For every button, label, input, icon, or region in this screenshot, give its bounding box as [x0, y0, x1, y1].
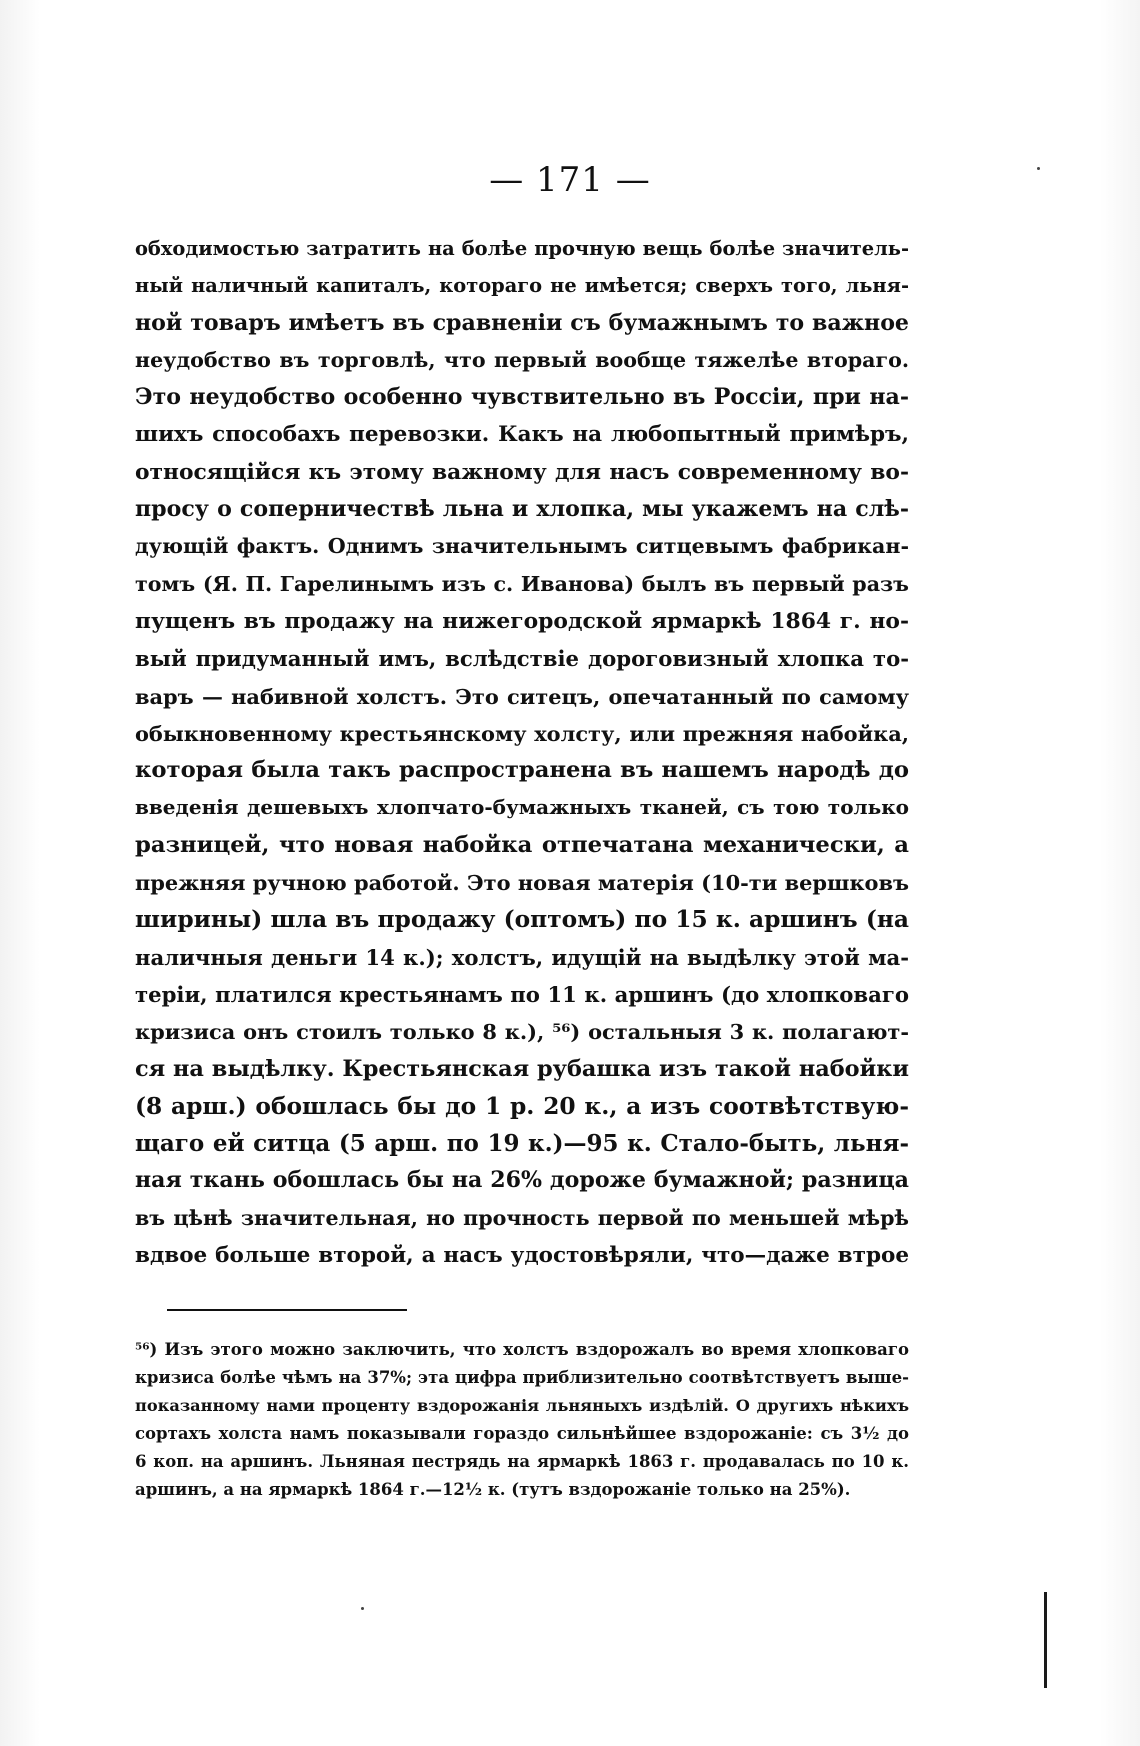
- text-line: неудобство въ торговлѣ, что первый вообще тяжелѣе втораго.: [135, 347, 909, 372]
- text-line: ширины) шла въ продажу (оптомъ) по 15 к. аршинъ (на: [135, 906, 909, 934]
- text-line: варъ — набивной холстъ. Это ситецъ, опечатанный по самому: [135, 683, 909, 709]
- text-line: вый придуманный имъ, вслѣдствіе дороговизный хлопка то-: [135, 646, 909, 672]
- footnote: [135, 1336, 909, 1504]
- text-line: обыкновенному крестьянскому холсту, или прежняя набойка,: [135, 720, 909, 746]
- text-line: прежняя ручною работой. Это новая матерія (10-ти вершковъ: [135, 870, 909, 896]
- text-line: томъ (Я. П. Гарелинымъ изъ с. Иванова) былъ въ первый разъ: [135, 571, 909, 596]
- footnote-line: сортахъ холста намъ показывали гораздо сильнѣйшее вздорожаніе: съ 3½ до: [135, 1424, 909, 1443]
- footnote-line: аршинъ, а на ярмаркѣ 1864 г.—12½ к. (тутъ вздорожаніе только на 25%).: [135, 1480, 851, 1499]
- text-line: вдвое больше второй, а насъ удостовѣряли, что—даже втрое: [135, 1243, 909, 1269]
- text-line: въ цѣнѣ значительная, но прочность первой по меньшей мѣрѣ: [135, 1205, 909, 1230]
- text-line: Это неудобство особенно чувствительно въ Россіи, при на-: [135, 384, 909, 411]
- footnote-line: 6 коп. на аршинъ. Льняная пестрядь на ярмаркѣ 1863 г. продавалась по 10 к.: [135, 1452, 909, 1471]
- page-number: — 171 —: [489, 160, 651, 200]
- text-line: обходимостью затратить на болѣе прочную вещь болѣе значитель-: [135, 237, 909, 260]
- scan-speck: [361, 1607, 364, 1610]
- text-line: щаго ей ситца (5 арш. по 19 к.)—95 к. Стало-быть, льня-: [135, 1130, 909, 1158]
- footnote-line: кризиса болѣе чѣмъ на 37%; эта цифра приблизительно соотвѣтствуетъ выше-: [135, 1368, 909, 1387]
- text-line: наличныя деньги 14 к.); холстъ, идущій на выдѣлку этой ма-: [135, 944, 909, 970]
- text-line: разницей, что новая набойка отпечатана механически, а: [135, 831, 909, 858]
- text-line: относящійся къ этому важному для насъ современному во-: [135, 459, 909, 485]
- text-line: которая была такъ распространена въ нашемъ народѣ до: [135, 757, 909, 784]
- text-line: ся на выдѣлку. Крестьянская рубашка изъ такой набойки: [135, 1055, 909, 1082]
- footnote-separator: [167, 1309, 407, 1311]
- text-line: ная ткань обошлась бы на 26% дороже бумажной; разница: [135, 1167, 909, 1194]
- scan-speck: [1037, 167, 1040, 170]
- text-line: просу о соперничествѣ льна и хлопка, мы укажемъ на слѣ-: [135, 496, 909, 523]
- text-line: ный наличный капиталъ, котораго не имѣется; сверхъ того, льня-: [135, 274, 909, 298]
- text-line: (8 арш.) обошлась бы до 1 р. 20 к., а изъ соотвѣтствую-: [135, 1092, 909, 1120]
- text-line: введенія дешевыхъ хлопчато-бумажныхъ тканей, съ тою только: [135, 795, 909, 820]
- text-line: теріи, платился крестьянамъ по 11 к. аршинъ (до хлопковаго: [135, 981, 909, 1007]
- scan-edge-mark: [1044, 1592, 1047, 1688]
- footnote-line: ⁵⁶) Изъ этого можно заключить, что холстъ вздорожалъ во время хлопковаго: [135, 1340, 909, 1359]
- text-line: ной товаръ имѣетъ въ сравненіи съ бумажнымъ то важное: [135, 309, 909, 336]
- text-line: дующій фактъ. Однимъ значительнымъ ситцевымъ фабрикан-: [135, 534, 909, 559]
- text-line: пущенъ въ продажу на нижегородской ярмаркѣ 1864 г. но-: [135, 608, 909, 634]
- text-line: шихъ способахъ перевозки. Какъ на любопытный примѣръ,: [135, 422, 909, 448]
- main-text: [135, 230, 909, 1274]
- footnote-line: показанному нами проценту вздорожанія льняныхъ издѣлій. О другихъ нѣкихъ: [135, 1396, 909, 1415]
- text-line: кризиса онъ стоилъ только 8 к.), ⁵⁶) остальныя 3 к. полагают-: [135, 1019, 909, 1045]
